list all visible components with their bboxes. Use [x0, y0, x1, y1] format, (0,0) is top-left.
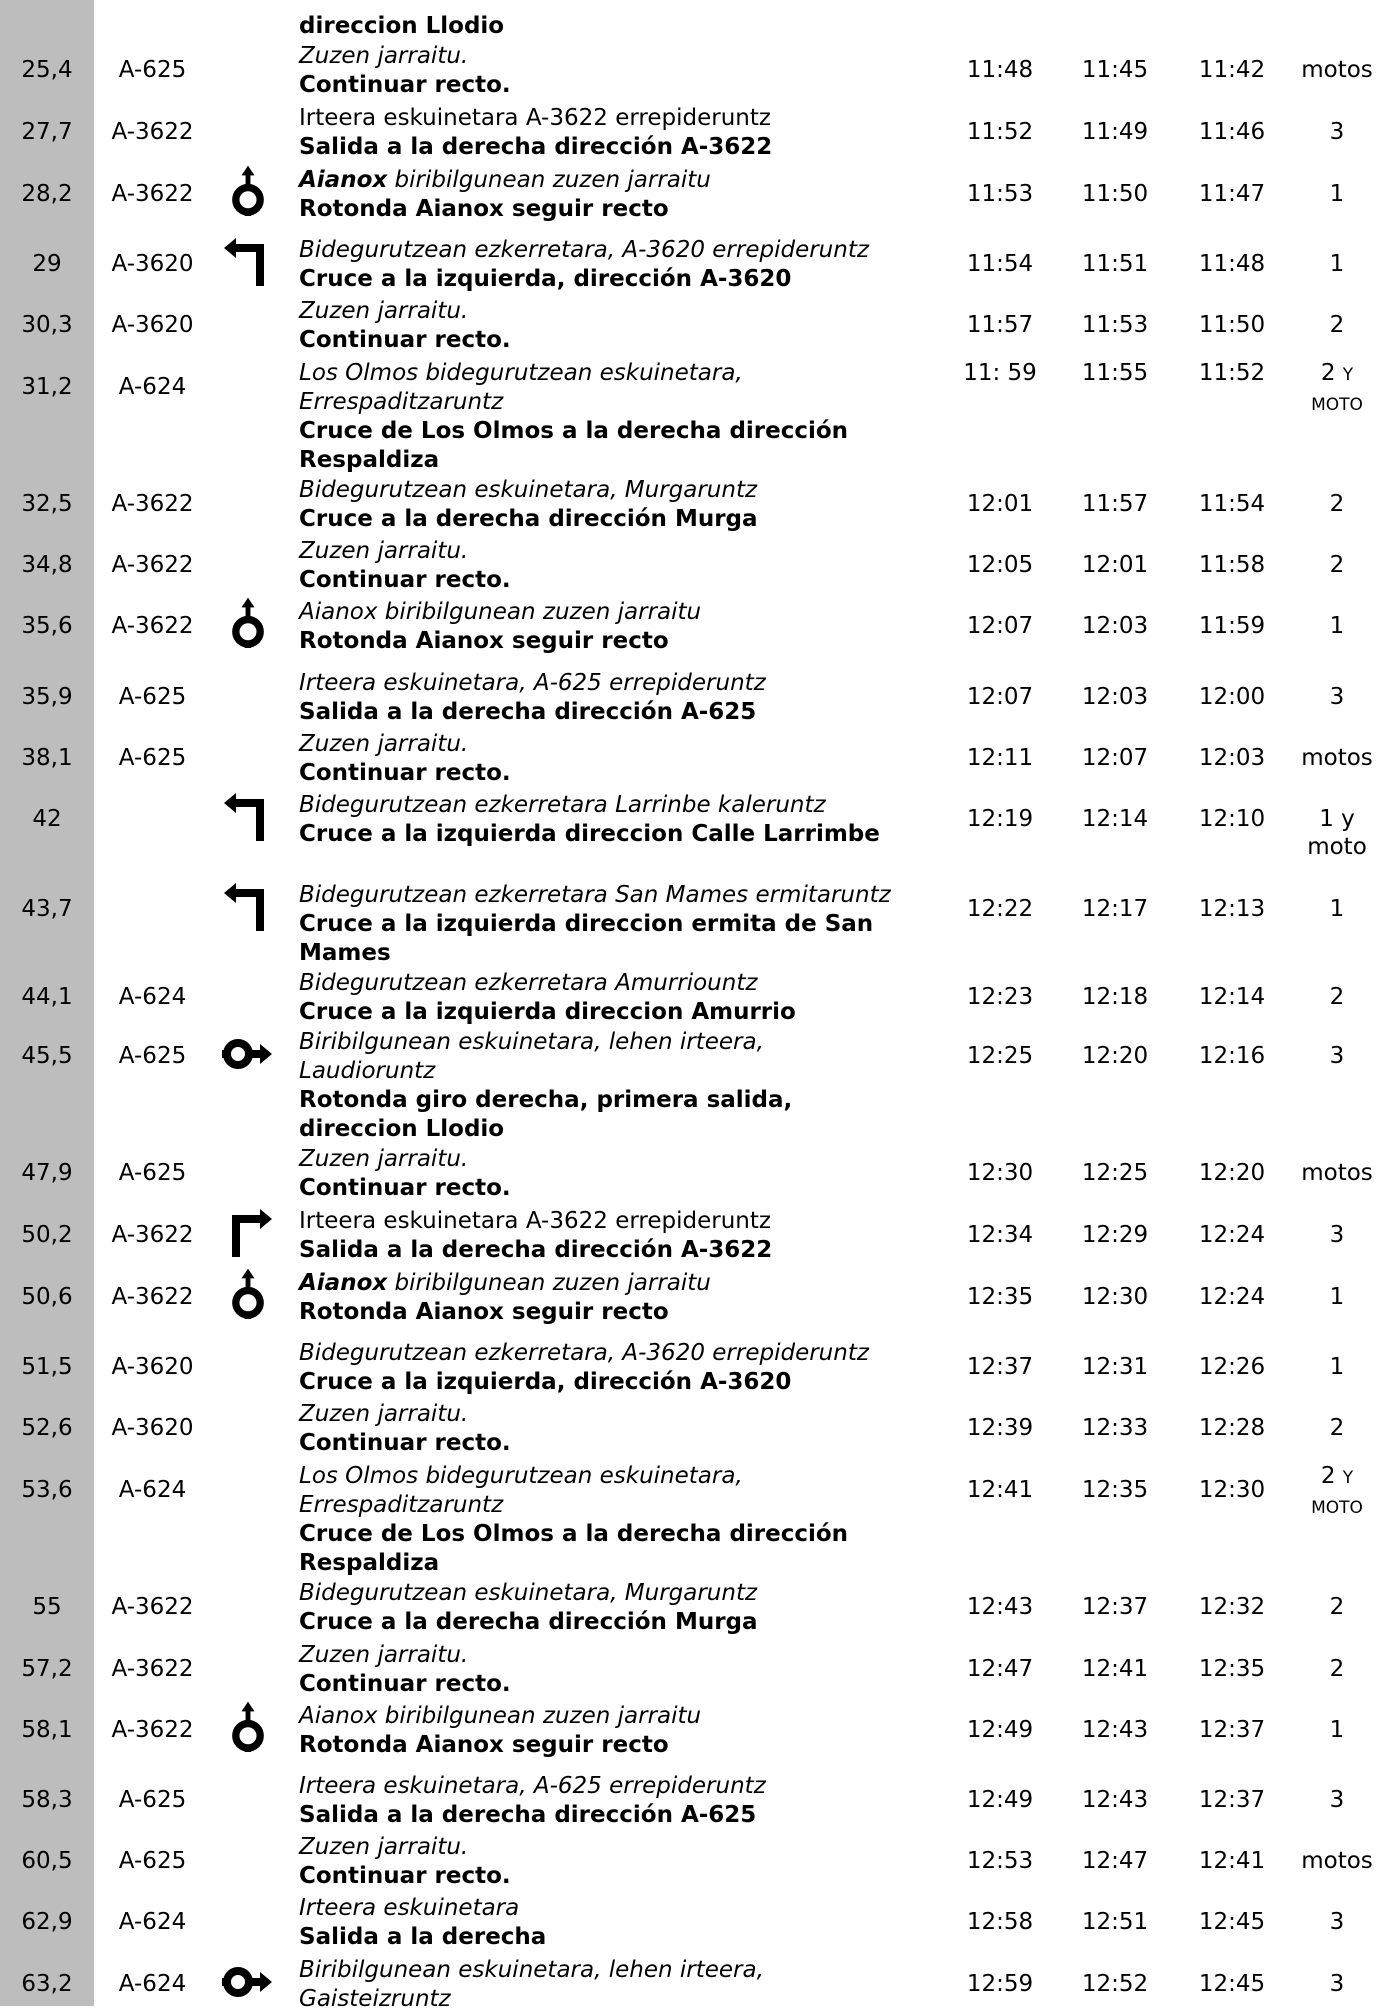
time-3: 12:14 — [1198, 984, 1266, 1010]
group-value: motos — [1301, 1848, 1373, 1874]
time-2: 12:52 — [1081, 1971, 1149, 1997]
time-3: 12:35 — [1198, 1656, 1266, 1682]
instruction-es-2: Respaldiza — [299, 1550, 440, 1576]
km-value: 25,4 — [21, 57, 73, 83]
instruction-es: Salida a la derecha — [299, 1924, 547, 1950]
km-value: 58,3 — [21, 1787, 73, 1813]
instruction-es: Rotonda Aianox seguir recto — [299, 628, 669, 654]
time-3: 11:52 — [1198, 360, 1266, 386]
instruction-eu: Bidegurutzean eskuinetara, Murgaruntz — [299, 1580, 758, 1606]
road-code: A-3622 — [111, 119, 194, 145]
time-3: 12:45 — [1198, 1909, 1266, 1935]
time-2: 12:03 — [1081, 613, 1149, 639]
road-code: A-625 — [118, 1160, 187, 1186]
km-value: 50,2 — [21, 1222, 73, 1248]
time-2: 11:53 — [1081, 312, 1149, 338]
km-value: 42 — [32, 806, 62, 832]
group-value: 2 — [1329, 1594, 1345, 1620]
instruction-eu: Zuzen jarraitu. — [299, 1642, 469, 1668]
instruction-es: Continuar recto. — [299, 1430, 511, 1456]
time-3: 12:00 — [1198, 684, 1266, 710]
instruction-es: Rotonda Aianox seguir recto — [299, 196, 669, 222]
group-value: 3 — [1329, 684, 1345, 710]
time-2: 12:33 — [1081, 1415, 1149, 1441]
road-code: A-3622 — [111, 1594, 194, 1620]
km-value: 44,1 — [21, 984, 73, 1010]
road-code: A-3620 — [111, 312, 194, 338]
time-3: 12:37 — [1198, 1787, 1266, 1813]
time-1: 12:01 — [966, 491, 1034, 517]
time-1: 12:05 — [966, 552, 1034, 578]
instruction-eu: biribilgunean zuzen jarraitu — [387, 1270, 711, 1296]
instruction-eu: Bidegurutzean ezkerretara, A-3620 errepideruntz — [299, 237, 869, 263]
time-3: 12:03 — [1198, 745, 1266, 771]
km-value: 50,6 — [21, 1284, 73, 1310]
road-code: A-3620 — [111, 251, 194, 277]
km-value: 35,6 — [21, 613, 73, 639]
group-value: 1 — [1329, 251, 1345, 277]
instruction-es: direccion Llodio — [299, 13, 505, 39]
time-3: 12:16 — [1198, 1043, 1266, 1069]
km-value: 29 — [32, 251, 62, 277]
km-value: 45,5 — [21, 1043, 73, 1069]
time-1: 11:53 — [966, 181, 1034, 207]
instruction-eu: Bidegurutzean eskuinetara, Murgaruntz — [299, 477, 758, 503]
group-value: 1 — [1329, 1284, 1345, 1310]
instruction-eu: Biribilgunean eskuinetara, lehen irteera, — [299, 1957, 764, 1983]
group-value: 2 — [1329, 984, 1345, 1010]
road-code: A-3622 — [111, 1717, 194, 1743]
km-value: 30,3 — [21, 312, 73, 338]
time-2: 12:31 — [1081, 1354, 1149, 1380]
instruction-eu: Zuzen jarraitu. — [299, 298, 469, 324]
time-3: 11:48 — [1198, 251, 1266, 277]
km-value: 62,9 — [21, 1909, 73, 1935]
time-3: 11:46 — [1198, 119, 1266, 145]
place-name: Aianox — [299, 1270, 388, 1296]
time-2: 11:50 — [1081, 181, 1149, 207]
group-value: 2 Y MOTO — [1311, 360, 1363, 415]
time-3: 12:41 — [1198, 1848, 1266, 1874]
time-2: 12:43 — [1081, 1717, 1149, 1743]
instruction-eu: Zuzen jarraitu. — [299, 1834, 469, 1860]
time-3: 12:45 — [1198, 1971, 1266, 1997]
time-2: 12:14 — [1081, 806, 1149, 832]
time-2: 12:20 — [1081, 1043, 1149, 1069]
instruction-eu: Biribilgunean eskuinetara, lehen irteera, — [299, 1029, 764, 1055]
instruction-es: Continuar recto. — [299, 1175, 511, 1201]
roundabout-straight-icon — [222, 164, 274, 216]
group-value: 1 — [1329, 896, 1345, 922]
turn-left-icon — [222, 791, 274, 843]
instruction-es: Rotonda Aianox seguir recto — [299, 1299, 669, 1325]
time-2: 11:49 — [1081, 119, 1149, 145]
time-2: 12:37 — [1081, 1594, 1149, 1620]
instruction-es: Continuar recto. — [299, 1671, 511, 1697]
instruction-es: Cruce a la izquierda, dirección A-3620 — [299, 266, 792, 292]
group-value: 3 — [1329, 1909, 1345, 1935]
time-2: 12:17 — [1081, 896, 1149, 922]
time-2: 12:01 — [1081, 552, 1149, 578]
time-3: 11:42 — [1198, 57, 1266, 83]
instruction-es-2: Respaldiza — [299, 447, 440, 473]
roundabout-straight-icon — [222, 1267, 274, 1319]
km-value: 31,2 — [21, 374, 73, 400]
km-value: 51,5 — [21, 1354, 73, 1380]
km-value: 34,8 — [21, 552, 73, 578]
instruction-es-2: direccion Llodio — [299, 1116, 505, 1142]
instruction-es: Salida a la derecha dirección A-625 — [299, 1802, 757, 1828]
instruction-eu: Zuzen jarraitu. — [299, 538, 469, 564]
time-2: 12:18 — [1081, 984, 1149, 1010]
time-1: 12:19 — [966, 806, 1034, 832]
time-2: 12:30 — [1081, 1284, 1149, 1310]
km-value: 58,1 — [21, 1717, 73, 1743]
km-value: 47,9 — [21, 1160, 73, 1186]
time-1: 12:37 — [966, 1354, 1034, 1380]
km-value: 28,2 — [21, 181, 73, 207]
time-1: 12:58 — [966, 1909, 1034, 1935]
km-value: 63,2 — [21, 1971, 73, 1997]
instruction-eu: Aianox biribilgunean zuzen jarraitu — [299, 1703, 702, 1729]
group-value: 3 — [1329, 1043, 1345, 1069]
turn-left-icon — [222, 236, 274, 288]
time-1: 12:59 — [966, 1971, 1034, 1997]
roundabout-straight-icon — [222, 596, 274, 648]
instruction-es: Salida a la derecha dirección A-3622 — [299, 1237, 773, 1263]
group-value: 3 — [1329, 1971, 1345, 1997]
time-3: 12:37 — [1198, 1717, 1266, 1743]
time-1: 12:41 — [966, 1477, 1034, 1503]
road-code: A-625 — [118, 57, 187, 83]
time-1: 11: 59 — [963, 360, 1037, 386]
instruction-eu: Irteera eskuinetara A-3622 errepideruntz — [299, 105, 771, 131]
road-code: A-624 — [118, 374, 187, 400]
time-1: 12:49 — [966, 1717, 1034, 1743]
instruction-eu: Bidegurutzean ezkerretara, A-3620 errepideruntz — [299, 1340, 869, 1366]
time-1: 12:53 — [966, 1848, 1034, 1874]
time-3: 12:26 — [1198, 1354, 1266, 1380]
time-2: 11:51 — [1081, 251, 1149, 277]
time-3: 12:20 — [1198, 1160, 1266, 1186]
time-3: 11:59 — [1198, 613, 1266, 639]
time-1: 11:54 — [966, 251, 1034, 277]
instruction-es: Continuar recto. — [299, 72, 511, 98]
time-1: 12:25 — [966, 1043, 1034, 1069]
group-value: 2 — [1329, 1415, 1345, 1441]
instruction-es: Rotonda Aianox seguir recto — [299, 1732, 669, 1758]
group-value: 1 — [1329, 181, 1345, 207]
time-2: 12:35 — [1081, 1477, 1149, 1503]
instruction-eu-2: Laudioruntz — [299, 1058, 436, 1084]
roundabout-right-icon — [222, 1956, 274, 2008]
km-value: 35,9 — [21, 684, 73, 710]
instruction-es: Continuar recto. — [299, 1863, 511, 1889]
time-3: 12:24 — [1198, 1284, 1266, 1310]
instruction-es: Salida a la derecha dirección A-625 — [299, 699, 757, 725]
road-code: A-624 — [118, 1909, 187, 1935]
time-1: 12:22 — [966, 896, 1034, 922]
time-3: 12:10 — [1198, 806, 1266, 832]
km-value: 53,6 — [21, 1477, 73, 1503]
km-value: 27,7 — [21, 119, 73, 145]
instruction-eu: Zuzen jarraitu. — [299, 731, 469, 757]
time-1: 12:23 — [966, 984, 1034, 1010]
instruction-eu: Zuzen jarraitu. — [299, 43, 469, 69]
instruction-es-2: Mames — [299, 940, 391, 966]
instruction-es: Cruce a la izquierda direccion Calle Larrimbe — [299, 821, 880, 847]
group-value: motos — [1301, 1160, 1373, 1186]
roundabout-right-icon — [222, 1028, 274, 1080]
instruction-es: Cruce a la derecha dirección Murga — [299, 1609, 758, 1635]
time-3: 11:47 — [1198, 181, 1266, 207]
road-code: A-624 — [118, 1971, 187, 1997]
road-code: A-625 — [118, 684, 187, 710]
road-code: A-625 — [118, 1848, 187, 1874]
group-value: 2 Y MOTO — [1311, 1463, 1363, 1518]
group-value: 2 — [1329, 312, 1345, 338]
road-code: A-3622 — [111, 491, 194, 517]
road-code: A-3622 — [111, 613, 194, 639]
road-code: A-625 — [118, 1043, 187, 1069]
road-code: A-625 — [118, 745, 187, 771]
time-2: 12:29 — [1081, 1222, 1149, 1248]
time-1: 12:35 — [966, 1284, 1034, 1310]
time-3: 12:30 — [1198, 1477, 1266, 1503]
instruction-eu: Irteera eskuinetara A-3622 errepideruntz — [299, 1208, 771, 1234]
time-1: 11:52 — [966, 119, 1034, 145]
group-value: 2 — [1329, 491, 1345, 517]
instruction-es: Cruce de Los Olmos a la derecha dirección — [299, 1521, 849, 1547]
group-value: 1 — [1329, 613, 1345, 639]
time-1: 12:39 — [966, 1415, 1034, 1441]
turn-right-icon — [222, 1207, 274, 1259]
time-1: 12:34 — [966, 1222, 1034, 1248]
instruction-eu: Zuzen jarraitu. — [299, 1146, 469, 1172]
instruction-es: Cruce de Los Olmos a la derecha dirección — [299, 418, 849, 444]
time-3: 12:13 — [1198, 896, 1266, 922]
time-1: 12:11 — [966, 745, 1034, 771]
time-2: 12:51 — [1081, 1909, 1149, 1935]
roundabout-straight-icon — [222, 1700, 274, 1752]
road-code: A-625 — [118, 1787, 187, 1813]
time-2: 12:07 — [1081, 745, 1149, 771]
time-2: 11:57 — [1081, 491, 1149, 517]
instruction-es: Cruce a la derecha dirección Murga — [299, 506, 758, 532]
instruction-es: Cruce a la izquierda direccion Amurrio — [299, 999, 796, 1025]
instruction-eu: Irteera eskuinetara, A-625 errepideruntz — [299, 670, 766, 696]
km-value: 57,2 — [21, 1656, 73, 1682]
instruction-eu: Bidegurutzean ezkerretara Amurriountz — [299, 970, 758, 996]
time-3: 11:58 — [1198, 552, 1266, 578]
time-3: 11:50 — [1198, 312, 1266, 338]
time-2: 12:03 — [1081, 684, 1149, 710]
road-code: A-3622 — [111, 1284, 194, 1310]
instruction-es: Continuar recto. — [299, 567, 511, 593]
time-3: 12:24 — [1198, 1222, 1266, 1248]
time-1: 12:07 — [966, 613, 1034, 639]
instruction-eu-2: Errespaditzaruntz — [299, 1492, 504, 1518]
instruction-es: Continuar recto. — [299, 760, 511, 786]
time-2: 12:25 — [1081, 1160, 1149, 1186]
instruction-eu-2: Errespaditzaruntz — [299, 389, 504, 415]
turn-left-icon — [222, 881, 274, 933]
km-value: 60,5 — [21, 1848, 73, 1874]
time-1: 12:07 — [966, 684, 1034, 710]
km-value: 43,7 — [21, 896, 73, 922]
place-name: Aianox — [299, 167, 388, 193]
road-code: A-3620 — [111, 1415, 194, 1441]
instruction-eu: biribilgunean zuzen jarraitu — [387, 167, 711, 193]
group-value: 1 — [1329, 1354, 1345, 1380]
group-value: motos — [1301, 745, 1373, 771]
time-1: 12:30 — [966, 1160, 1034, 1186]
time-3: 11:54 — [1198, 491, 1266, 517]
time-1: 11:57 — [966, 312, 1034, 338]
instruction-eu: Bidegurutzean ezkerretara Larrinbe kaleruntz — [299, 792, 826, 818]
road-code: A-3622 — [111, 1222, 194, 1248]
instruction-es: Cruce a la izquierda, dirección A-3620 — [299, 1369, 792, 1395]
km-value: 38,1 — [21, 745, 73, 771]
time-1: 11:48 — [966, 57, 1034, 83]
instruction-es: Continuar recto. — [299, 327, 511, 353]
instruction-eu: Irteera eskuinetara — [299, 1895, 520, 1921]
group-value: 2 — [1329, 552, 1345, 578]
group-value: 3 — [1329, 1787, 1345, 1813]
time-2: 11:45 — [1081, 57, 1149, 83]
road-code: A-3622 — [111, 181, 194, 207]
time-1: 12:47 — [966, 1656, 1034, 1682]
instruction-eu: Bidegurutzean ezkerretara San Mames ermitaruntz — [299, 882, 891, 908]
road-code: A-624 — [118, 984, 187, 1010]
group-value: 1 y moto — [1307, 806, 1367, 860]
instruction-es: Cruce a la izquierda direccion ermita de San — [299, 911, 874, 937]
instruction-eu-2: Gaisteizruntz — [299, 1986, 451, 2012]
time-2: 12:43 — [1081, 1787, 1149, 1813]
km-value: 55 — [32, 1594, 62, 1620]
time-3: 12:28 — [1198, 1415, 1266, 1441]
time-2: 11:55 — [1081, 360, 1149, 386]
instruction-es: Salida a la derecha dirección A-3622 — [299, 134, 773, 160]
time-1: 12:49 — [966, 1787, 1034, 1813]
instruction-eu: Zuzen jarraitu. — [299, 1401, 469, 1427]
road-code: A-3622 — [111, 1656, 194, 1682]
group-value: 1 — [1329, 1717, 1345, 1743]
time-2: 12:47 — [1081, 1848, 1149, 1874]
group-value: 3 — [1329, 119, 1345, 145]
group-value: motos — [1301, 57, 1373, 83]
instruction-eu: Aianox biribilgunean zuzen jarraitu — [299, 599, 702, 625]
road-code: A-624 — [118, 1477, 187, 1503]
km-value: 52,6 — [21, 1415, 73, 1441]
road-code: A-3620 — [111, 1354, 194, 1380]
instruction-es: Rotonda giro derecha, primera salida, — [299, 1087, 793, 1113]
road-code: A-3622 — [111, 552, 194, 578]
group-value: 2 — [1329, 1656, 1345, 1682]
group-value: 3 — [1329, 1222, 1345, 1248]
time-3: 12:32 — [1198, 1594, 1266, 1620]
instruction-eu: Los Olmos bidegurutzean eskuinetara, — [299, 360, 743, 386]
instruction-eu: Los Olmos bidegurutzean eskuinetara, — [299, 1463, 743, 1489]
km-value: 32,5 — [21, 491, 73, 517]
time-2: 12:41 — [1081, 1656, 1149, 1682]
time-1: 12:43 — [966, 1594, 1034, 1620]
instruction-eu: Irteera eskuinetara, A-625 errepideruntz — [299, 1773, 766, 1799]
